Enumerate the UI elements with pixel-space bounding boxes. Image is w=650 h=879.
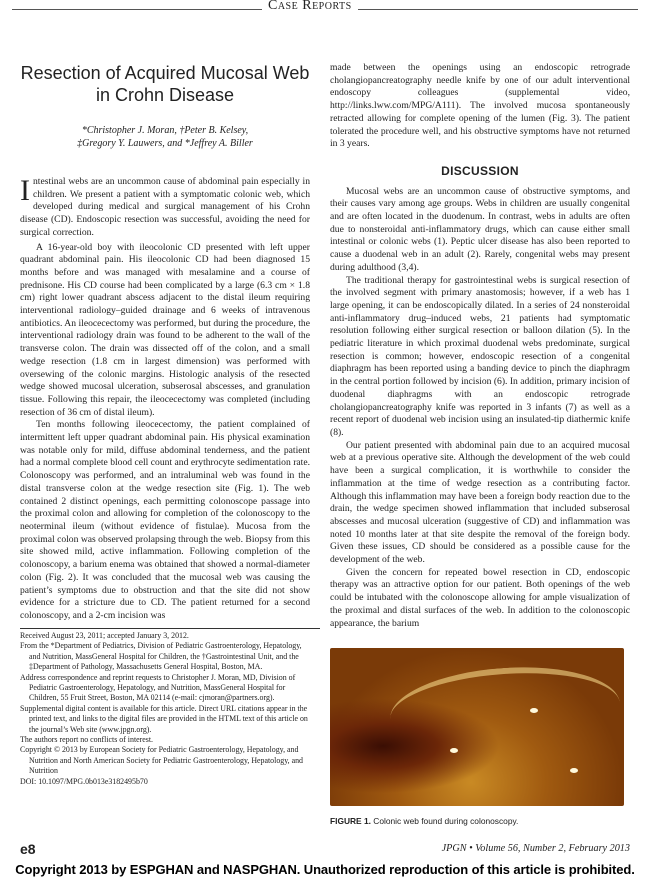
page-footer — [0, 836, 650, 879]
abstract-text: ntestinal webs are an uncommon cause of abdominal pain especially in children. We present a patient with a symptomatic colonic web, which developed during medical and surgical management of his Crohn disease (CD). Endoscopic resection was successful, avoiding the need for surgical correction. — [20, 176, 310, 238]
copyright-banner: Copyright 2013 by ESPGHAN and NASPGHAN. Unauthorized reproduction of this article is prohibited. — [15, 862, 635, 877]
figure-caption — [330, 816, 630, 826]
discussion-heading: DISCUSSION — [441, 163, 519, 178]
article-title: Resection of Acquired Mucosal Web in Crohn Disease — [20, 63, 310, 105]
discussion-paragraph-2: The traditional therapy for gastrointestinal webs is surgical resection of the involved segment with primary anastomosis; however, if a web has 1 large opening, it can be endoscopically dilated. In a series of 24 nonsteroidal anti-inflammatory drug–induced webs, 21 patients had symptomatic resolution following either surgical resection or balloon dilation (5). In the pediatric literature in which proximal duodenal webs predominate, surgical resection is common; however, endoscopic resection of a congenital diaphragm has been reported using a banding device to pinch the diaphragm in the central portion followed by incision (6). In addition, primary incision of duodenal diaphragms with an endoscopic retrograde cholangiopancreatography knife was reported in 3 infants (7) as well as a recent report of duodenal web incision using an insulated-tip diathermic knife (8). — [330, 274, 631, 438]
author-line-1: *Christopher J. Moran, †Peter B. Kelsey, — [81, 125, 249, 136]
left-column — [20, 62, 310, 623]
footnotes — [20, 628, 310, 787]
case-paragraph-2: Ten months following ileocecectomy, the patient complained of intermittent left upper quadrant abdominal pain. His physical examination was notable only for mild, diffuse abdominal tenderness, and the patient had a normal complete blood cell count and erythrocyte sedimentation rate. Colonoscopy was performed, and an intraluminal web was found in the distal transverse colon at the wedge resection site (Fig. 1). The web contained 2 distinct openings, each permitting colonoscope passage into the proximal colon and allowing for completion of the colonoscopy to the neoterminal ileum (without evidence of fistulae). Mucosa from the proximal colon was observed prolapsing through the web. Biopsy from this site showed mild, active inflammation. Following completion of the colonoscopy, a barium enema was obtained that showed a normal-diameter colon (Fig. 2). It was concluded that the mucosal web was causing the patient’s symptoms due to obstruction and that the site did not show evidence for a stricture due to CD. The patient returned for a second colonoscopy, and a 2-cm incision was — [20, 419, 310, 621]
correspondence-note: Address correspondence and reprint requests to Christopher J. Moran, MD, Division of Pediatric Gastroenterology, Hepatology, and Nutrition, MassGeneral Hospital for Children, 55 Fruit Street, Boston, MA 02114 (e-mail: cjmoran@partners.org). — [20, 672, 296, 703]
light-glint — [530, 708, 538, 713]
author-line-2: ‡Gregory Y. Lauwers, and *Jeffrey A. Biller — [77, 138, 253, 149]
page-number: e8 — [20, 841, 36, 857]
drop-cap: I — [20, 174, 30, 207]
section-label: Case Reports — [262, 0, 358, 14]
affiliation-note: From the *Department of Pediatrics, Division of Pediatric Gastroenterology, Hepatology, and Nutrition, MassGeneral Hospital for Children, the †Gastrointestinal Unit, and the ‡Department of Pathology, Massachusetts General Hospital, Boston, MA. — [20, 641, 302, 672]
colonoscopy-photo — [330, 648, 624, 806]
abstract — [20, 176, 310, 240]
figure-label: FIGURE 1. — [330, 816, 371, 826]
figure-caption-text: Colonic web found during colonoscopy. — [373, 816, 519, 826]
light-glint — [450, 748, 458, 753]
right-column — [330, 62, 630, 630]
page-header — [0, 0, 650, 16]
discussion-paragraph-1: Mucosal webs are an uncommon cause of obstructive symptoms, and their causes vary among age groups. Webs in children are usually congenital and are often located in the duodenum. In contrast, webs in adults are often due to nonsteroidal anti-inflammatory drugs, which can cause either small intestinal or colonic webs (1). Peptic ulcer disease has also been reported to cause a duodenal web in an adult (2). Rarely, congenital webs may present during adulthood (3,4). — [330, 185, 630, 273]
conflicts-note: The authors report no conflicts of interest. — [20, 735, 154, 745]
doi-note: DOI: 10.1097/MPG.0b013e3182495b70 — [20, 776, 148, 786]
case-paragraph-3: made between the openings using an endoscopic retrograde cholangiopancreatography needle knife by one of our adult interventional endoscopy colleagues (supplemental video, http://links.lww.com/MPG/A111). The involved mucosa spontaneously retracted allowing for complete opening of the lumen (Fig. 3). The patient tolerated the procedure well, and his obstructive symptoms have not returned in 3 years. — [330, 62, 630, 150]
discussion-paragraph-4: Given the concern for repeated bowel resection in CD, endoscopic therapy was an attractive option for our patient. Both openings of the web could be intubated with the colonoscope allowing for ample visualization of the proximal and distal surfaces of the web. In addition to the colonoscopic appearance, the barium — [330, 566, 630, 629]
received-note: Received August 23, 2011; accepted January 3, 2012. — [20, 631, 189, 640]
light-glint — [570, 768, 578, 773]
discussion-paragraph-3: Our patient presented with abdominal pain due to an acquired mucosal web at a previous operative site. Although the development of the web could have been a surgical complication, it is worthwhile to consider the inflammation at the time of wedge resection as a contributing factor. Although this inflammation may have been a foreign body reaction due to the drain, the wedge specimen showed inflammation that included subserosal abscesses and mucosal ulceration (suggestive of CD) and inflammation was noted 10 months later at that site despite the removal of the foreign body. Given these issues, CD should be considered as a possible cause for the development of the web. — [330, 439, 630, 566]
mucosal-fold — [387, 660, 622, 762]
journal-citation: JPGN • Volume 56, Number 2, February 2013 — [441, 843, 630, 854]
copyright-note: Copyright © 2013 by European Society for Pediatric Gastroenterology, Hepatology, and Nutrition and North American Society for Pediatric Gastroenterology, Hepatology, and Nutrition — [20, 745, 303, 776]
case-paragraph-1: A 16-year-old boy with ileocolonic CD presented with left upper quadrant abdominal pain. His ileocolonic CD had been diagnosed 15 months before and was managed with mesalamine and a course of prednisone. His CD course had been complicated by a large (6.3 cm × 1.8 cm) right lower quadrant abscess adjacent to the distal ileum requiring interventional radiology–guided drainage and 6 weeks of intravenous antibiotics. An ileocecectomy was performed, but during the procedure, the interventional radiology drain was found to be adherent to the wall of the transverse colon. The drain was dissected off of the colon, and a small wedge resection (1.8 cm in largest dimension) was performed with oversewing of the colonic margins. Histologic analysis of the resected wedge showed mucosal ulceration, subserosal abscesses, and granulation tissue. Following this repair, the ileocecectomy was completed (including resection of 36 cm of distal ileum). — [20, 241, 310, 418]
figure-1 — [330, 648, 630, 826]
supplemental-note: Supplemental digital content is available for this article. Direct URL citations appear in the printed text, and links to the digital files are provided in the HTML text of this article on the journal’s Web site (www.jpgn.org). — [20, 703, 308, 734]
footnote-rule — [20, 628, 320, 629]
author-list — [20, 124, 310, 150]
